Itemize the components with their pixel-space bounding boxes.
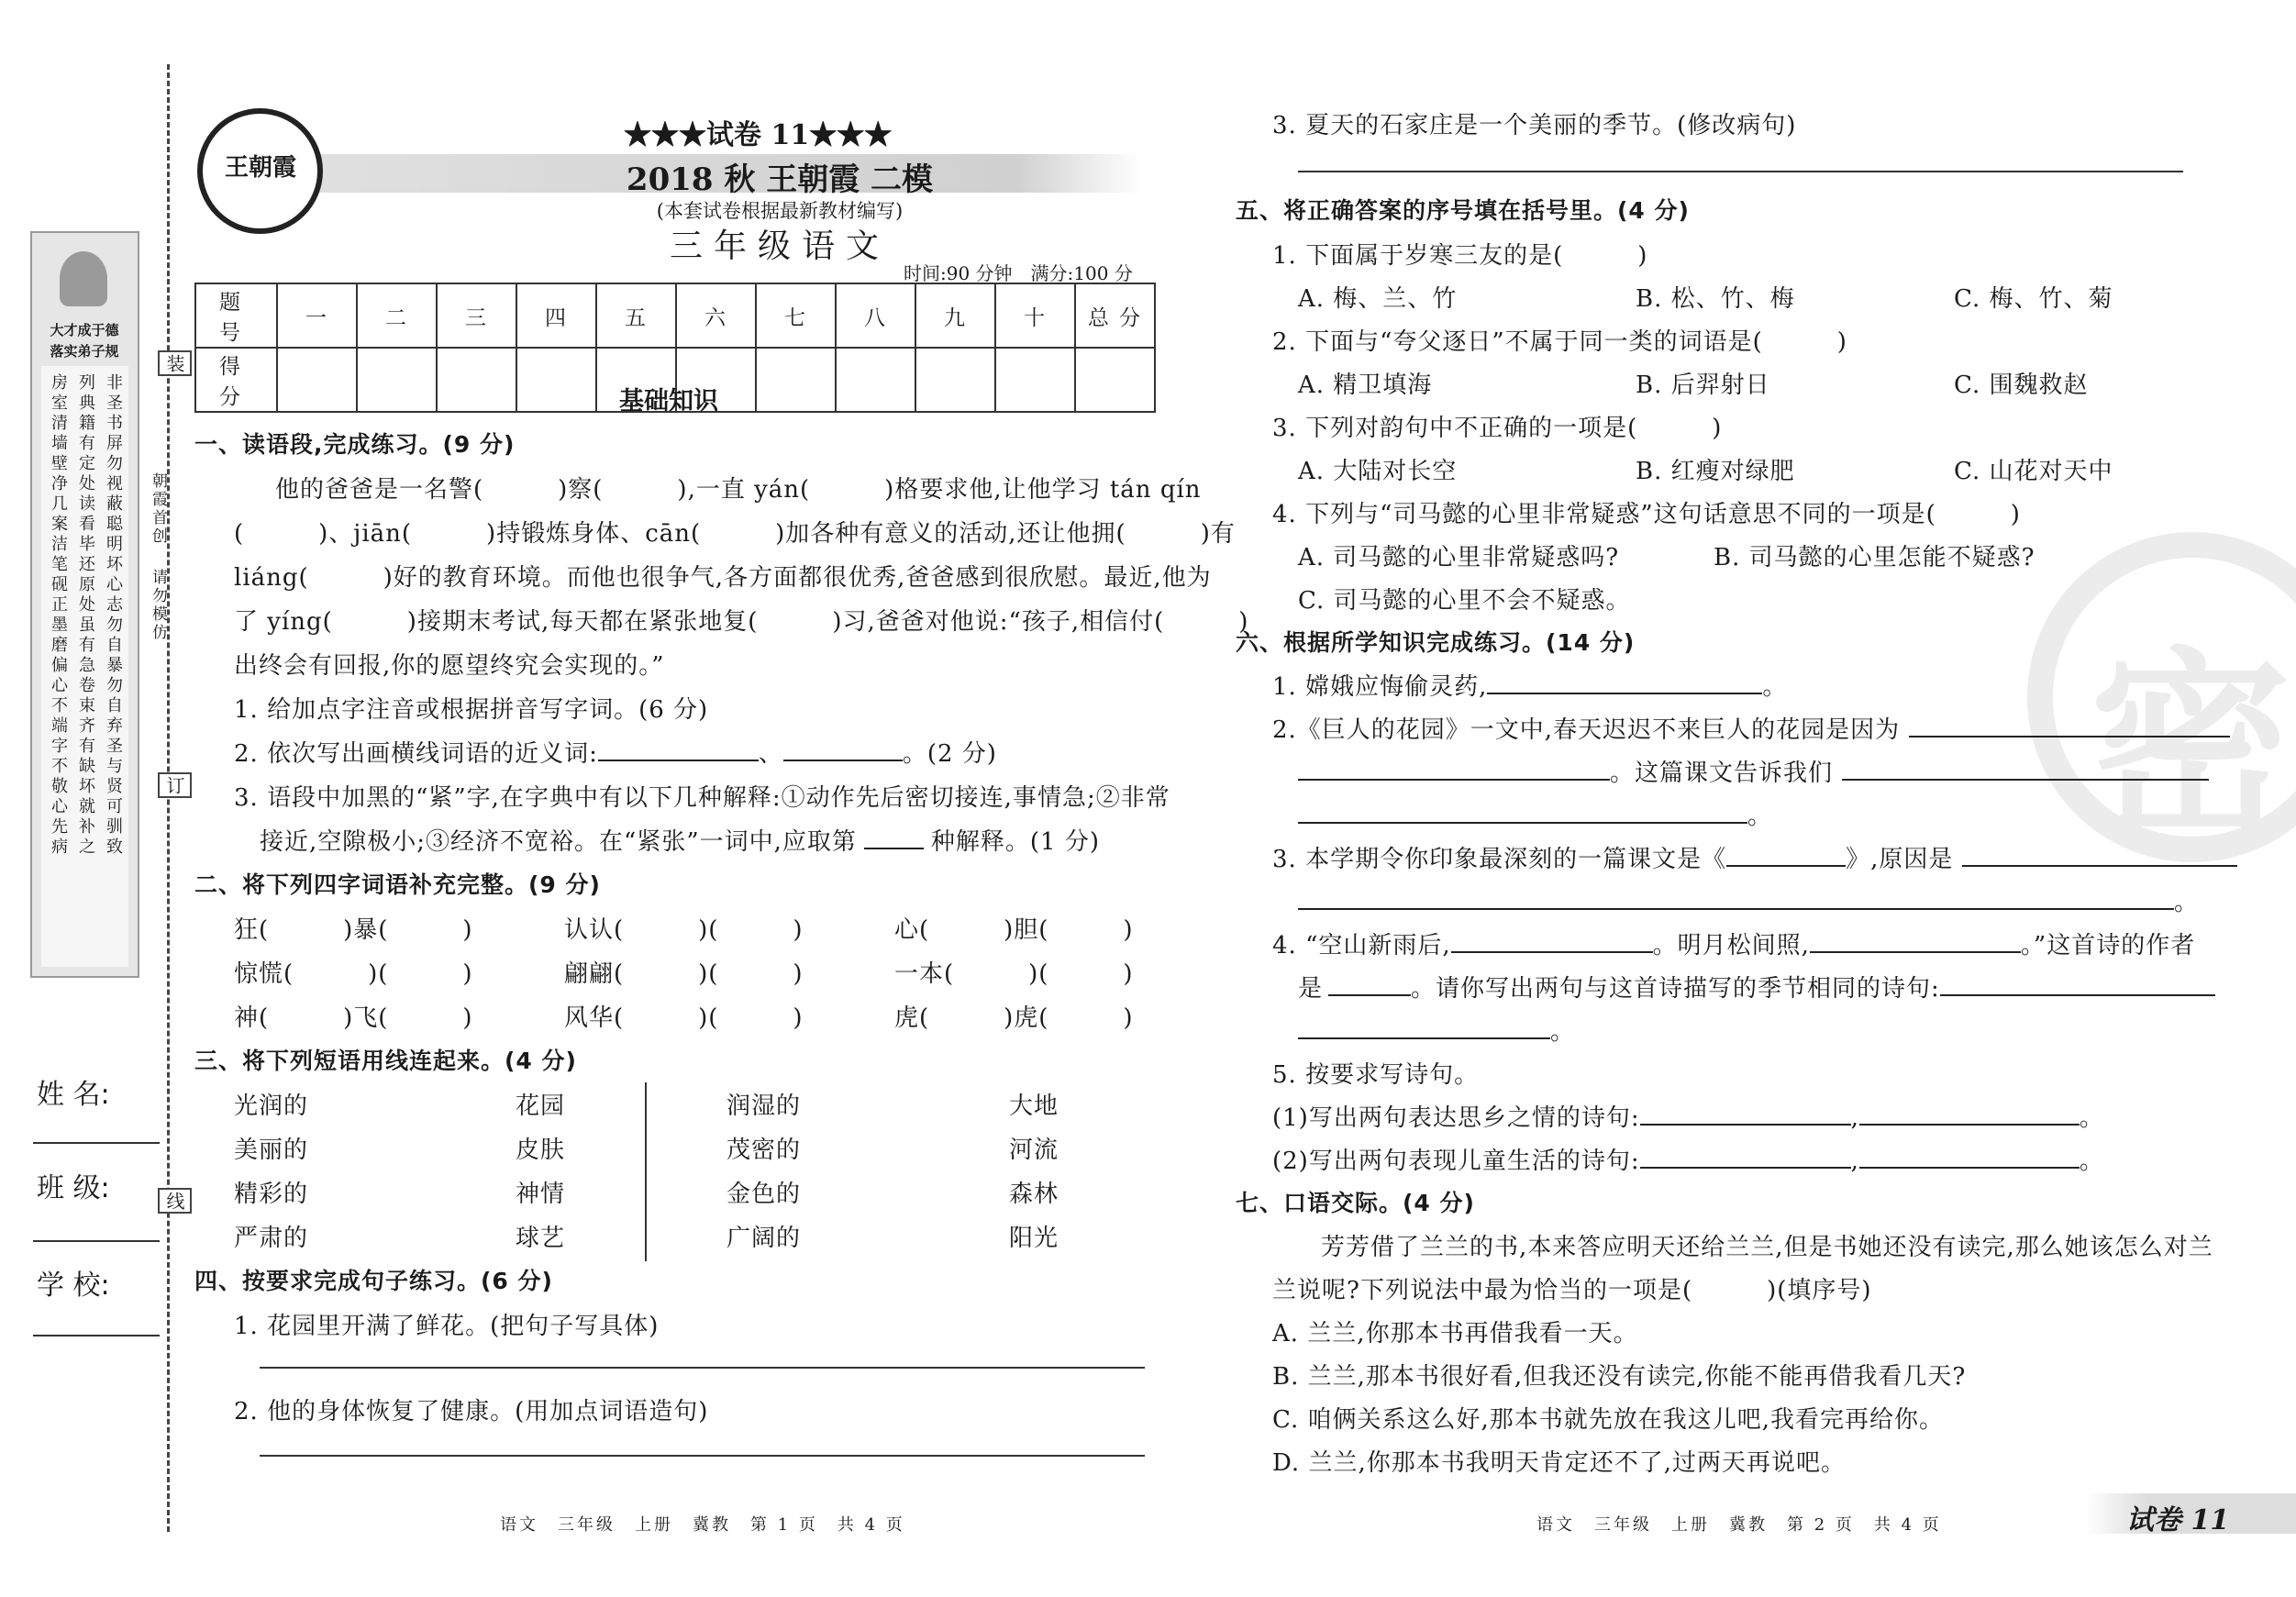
motto-column-2: 列典籍有定处读看毕还原处虽有急卷束齐有缺坏就补之 <box>76 373 95 858</box>
q3-divider <box>645 1082 647 1261</box>
q4-item2: 2. 他的身体恢复了健康。(用加点词语造句) <box>234 1398 709 1425</box>
exam-stars-title: ★★★试卷 11★★★ <box>624 119 893 151</box>
q1-sub3-blank[interactable] <box>864 824 924 849</box>
q1-title: 一、读语段,完成练习。(9 分) <box>194 431 516 458</box>
q1-sub2-sep: 、 <box>758 740 783 768</box>
score-row-label: 得 分 <box>195 348 277 412</box>
q6-item5a-blank-2[interactable] <box>1859 1100 2080 1126</box>
q6-comma: , <box>1850 1148 1859 1175</box>
brand-logo <box>197 108 323 234</box>
binding-dashed-line <box>167 64 170 1532</box>
q6-item4-blank-3[interactable] <box>1328 970 1411 996</box>
q7-option[interactable]: D. 兰兰,你那本书我明天肯定还不了,过两天再说吧。 <box>1272 1449 1846 1477</box>
q5-option[interactable]: C. 梅、竹、菊 <box>1954 285 2113 313</box>
watermark-glyph: 密 <box>2090 627 2292 865</box>
q1-passage-line: 他的爸爸是一名警( )察( ),一直 yán( )格要求他,让他学习 tán qín <box>275 476 1202 504</box>
q3-word[interactable]: 茂密的 <box>727 1137 802 1164</box>
q6-item2-end <box>1298 797 1772 831</box>
q6-item3-text-2: 》,原因是 <box>1846 846 1954 873</box>
q4-answer-line-1[interactable] <box>260 1367 1145 1369</box>
class-label: 班 级: <box>37 1172 110 1204</box>
q6-item4-text-3: 。”这首诗的作者 <box>2020 932 2196 959</box>
q6-item4-blank-4[interactable] <box>1940 970 2215 996</box>
q2-title: 二、将下列四字词语补充完整。(9 分) <box>194 871 601 898</box>
q6-comma: , <box>1850 1104 1859 1132</box>
q6-period: 。 <box>1762 673 1788 701</box>
q6-period: 。 <box>2174 889 2200 916</box>
q3-word[interactable]: 光润的 <box>234 1092 309 1120</box>
score-header-label: 题 号 <box>195 283 277 348</box>
q6-item4-blank-2[interactable] <box>1810 927 2021 953</box>
q6-item2-text: 2.《巨人的花园》一文中,春天迟迟不来巨人的花园是因为 <box>1272 716 1901 744</box>
q1-sub3-line2 <box>260 823 1100 857</box>
q3-word[interactable]: 花园 <box>516 1092 566 1120</box>
q6-item5a <box>1272 1099 2104 1133</box>
q6-item5: 5. 按要求写诗句。 <box>1272 1061 1480 1089</box>
q6-item4 <box>1272 926 2195 960</box>
q7-passage-line: 芳芳借了兰兰的书,本来答应明天还给兰兰,但是书她还没有读完,那么她该怎么对兰 <box>1321 1234 2213 1261</box>
score-input-cell[interactable] <box>1075 348 1155 412</box>
q7-option[interactable]: B. 兰兰,那本书很好看,但我还没有读完,你能不能再借我看几天? <box>1272 1363 1967 1391</box>
q3-word[interactable]: 球艺 <box>516 1225 566 1252</box>
q2-idiom[interactable]: 风华( )( ) <box>564 1004 804 1032</box>
q5-option[interactable]: B. 红瘦对绿肥 <box>1636 458 1795 485</box>
page-footer-right: 语文 三年级 上册 冀教 第 2 页 共 4 页 <box>1536 1515 1942 1535</box>
q6-item4-blank-1[interactable] <box>1451 927 1653 953</box>
q6-item3-blank-1[interactable] <box>1726 841 1846 867</box>
q1-passage-line: liáng( )好的教育环境。而他也很争气,各方面都很优秀,爸爸感到很欣慰。最近,他为 <box>234 564 1212 592</box>
school-label: 学 校: <box>37 1270 110 1302</box>
q3-word[interactable]: 广阔的 <box>727 1225 802 1252</box>
q6-item5b-blank-2[interactable] <box>1859 1143 2080 1169</box>
confidential-watermark <box>2027 532 2296 865</box>
q5-option[interactable]: B. 司马懿的心里怎能不疑惑? <box>1714 544 2035 571</box>
q1-passage-line: 了 yíng( )接期末考试,每天都在紧张地复( )习,爸爸对他说:“孩子,相信付( ) <box>234 608 1249 636</box>
score-header-cell: 三 <box>437 283 516 348</box>
score-header-cell: 七 <box>756 283 836 348</box>
q1-sub1: 1. 给加点字注音或根据拼音写字词。(6 分) <box>234 696 709 724</box>
q5-question: 2. 下面与“夸父逐日”不属于同一类的词语是( ) <box>1272 328 1847 356</box>
exam-subtitle: (本套试卷根据最新教材编写) <box>656 200 904 222</box>
class-field[interactable] <box>33 1240 160 1242</box>
score-header-cell: 一 <box>277 283 357 348</box>
score-header-cell: 九 <box>915 283 995 348</box>
q6-item4-text-2: 。明月松间照, <box>1652 932 1810 959</box>
q4-item1: 1. 花园里开满了鲜花。(把句子写具体) <box>234 1313 660 1340</box>
q1-sub2-blank-2[interactable] <box>783 736 903 761</box>
q5-question: 1. 下面属于岁寒三友的是( ) <box>1272 242 1648 270</box>
q3-word[interactable]: 阳光 <box>1009 1225 1059 1252</box>
section-heading: 基础知识 <box>619 387 718 416</box>
q6-item3-cont <box>1298 883 2199 917</box>
q6-title: 六、根据所学知识完成练习。(14 分) <box>1236 629 1636 656</box>
q2-idiom[interactable]: 心( )胆( ) <box>894 916 1134 944</box>
q6-item4-text-5: 。请你写出两句与这首诗描写的季节相同的诗句: <box>1411 975 1940 1003</box>
q6-item1-text: 1. 嫦娥应悔偷灵药, <box>1272 673 1488 701</box>
name-label: 姓 名: <box>37 1079 110 1111</box>
q6-item5a-text: (1)写出两句表达思乡之情的诗句: <box>1272 1104 1640 1132</box>
q3-word[interactable]: 神情 <box>516 1181 566 1208</box>
q4-title: 四、按要求完成句子练习。(6 分) <box>194 1268 553 1294</box>
page-footer-left: 语文 三年级 上册 冀教 第 1 页 共 4 页 <box>500 1515 905 1535</box>
q6-item5b-blank-1[interactable] <box>1640 1143 1851 1169</box>
q6-item2-text-2: 。这篇课文告诉我们 <box>1610 760 1834 787</box>
score-input-cell[interactable] <box>995 348 1075 412</box>
q1-sub3-line1: 3. 语段中加黑的“紧”字,在字典中有以下几种解释:①动作先后密切接连,事情急;②非常 <box>234 784 1170 812</box>
score-input-cell[interactable] <box>437 348 516 412</box>
q3-word[interactable]: 皮肤 <box>516 1137 566 1164</box>
q4-answer-line-3[interactable] <box>1298 171 2183 172</box>
q1-sub3-end: 种解释。(1 分) <box>930 828 1100 856</box>
binding-mark-1: 装 <box>158 350 192 376</box>
q5-option[interactable]: B. 后羿射日 <box>1636 372 1770 399</box>
q6-item2-cont <box>1298 754 2209 788</box>
q2-idiom[interactable]: 神( )飞( ) <box>234 1004 473 1032</box>
q6-item1 <box>1272 668 1787 702</box>
q6-item4-cont <box>1298 970 2215 1004</box>
q5-option[interactable]: A. 精卫填海 <box>1298 372 1433 399</box>
exam-badge <box>2085 1493 2296 1534</box>
q6-item3 <box>1272 840 2237 874</box>
q6-item4-text: 4. “空山新雨后, <box>1272 932 1451 959</box>
q3-word[interactable]: 润湿的 <box>727 1092 802 1120</box>
q5-question: 3. 下列对韵句中不正确的一项是( ) <box>1272 415 1723 442</box>
q6-period: 。 <box>1550 1018 1576 1046</box>
q4-answer-line-2[interactable] <box>260 1455 1145 1457</box>
q6-item4-blank-5[interactable] <box>1298 1014 1550 1039</box>
q5-option[interactable]: A. 大陆对长空 <box>1298 458 1458 485</box>
exam-title: 2018 秋 王朝霞 二模 <box>626 161 934 198</box>
q6-item3-blank-3[interactable] <box>1298 884 2174 910</box>
motto-columns <box>41 366 128 967</box>
q3-word[interactable]: 美丽的 <box>234 1137 309 1164</box>
score-header-cell: 二 <box>357 283 437 348</box>
score-input-cell[interactable] <box>277 348 357 412</box>
school-field[interactable] <box>33 1335 160 1336</box>
binding-note-1: 朝霞首创 <box>149 472 167 546</box>
q6-item3-blank-2[interactable] <box>1962 841 2237 867</box>
q1-sub2 <box>234 735 997 769</box>
score-header-cell: 六 <box>676 283 756 348</box>
q3-word[interactable]: 大地 <box>1009 1092 1059 1120</box>
score-header-cell: 八 <box>836 283 915 348</box>
score-input-cell[interactable] <box>915 348 995 412</box>
time-score: 时间:90 分钟 满分:100 分 <box>904 262 1133 284</box>
motto-column-3: 房室清墙壁净几案洁笔砚正墨磨偏心不端字不敬心先病 <box>49 373 68 858</box>
q6-period: 。 <box>2079 1104 2104 1132</box>
q7-title: 七、口语交际。(4 分) <box>1236 1190 1475 1216</box>
q1-sub2-text: 2. 依次写出画横线词语的近义词: <box>234 740 598 768</box>
q6-period: 。 <box>1747 803 1773 830</box>
q6-item5b <box>1272 1142 2104 1176</box>
q2-idiom[interactable]: 惊慌( )( ) <box>234 960 473 988</box>
q2-idiom[interactable]: 认认( )( ) <box>564 916 804 944</box>
binding-note-2: 请勿模仿 <box>149 569 167 642</box>
q6-item2-blank-4[interactable] <box>1298 798 1747 824</box>
score-header-cell: 四 <box>516 283 596 348</box>
motto-sidebar <box>30 231 139 978</box>
q6-item4-text-4: 是 <box>1298 975 1324 1003</box>
score-header-total: 总 分 <box>1075 283 1155 348</box>
q5-title: 五、将正确答案的序号填在括号里。(4 分) <box>1236 197 1690 224</box>
q6-item1-blank[interactable] <box>1487 669 1762 694</box>
q6-item2-blank-2[interactable] <box>1298 755 1610 781</box>
q5-option[interactable]: B. 松、竹、梅 <box>1636 285 1795 313</box>
q2-idiom[interactable]: 翩翩( )( ) <box>564 960 804 988</box>
binding-mark-3: 线 <box>158 1188 192 1214</box>
q6-period: 。 <box>2079 1148 2104 1175</box>
q6-item2-blank-1[interactable] <box>1909 712 2230 738</box>
q3-word[interactable]: 河流 <box>1009 1137 1059 1164</box>
motto-line-2: 落实弟子规 <box>50 343 119 360</box>
motto-line-1: 大才成于德 <box>50 322 119 338</box>
q7-option[interactable]: C. 咱俩关系这么好,那本书就先放在我这儿吧,我看完再给你。 <box>1272 1406 1945 1434</box>
q3-word[interactable]: 金色的 <box>727 1181 802 1208</box>
q5-option[interactable]: C. 山花对天中 <box>1954 458 2113 485</box>
score-input-cell[interactable] <box>357 348 437 412</box>
q5-option[interactable]: A. 司马懿的心里非常疑惑吗? <box>1298 544 1620 571</box>
q3-word[interactable]: 严肃的 <box>234 1225 309 1252</box>
q5-option[interactable]: C. 围魏救赵 <box>1954 372 2089 399</box>
grade-subject: 三年级语文 <box>669 227 890 265</box>
q5-option[interactable]: C. 司马懿的心里不会不疑惑。 <box>1298 587 1631 615</box>
q2-idiom[interactable]: 狂( )暴( ) <box>234 916 473 944</box>
score-input-cell[interactable] <box>516 348 596 412</box>
brand-logo-text: 王朝霞 <box>224 154 296 182</box>
exam-badge-label: 试卷 11 <box>2126 1504 2230 1536</box>
q3-word[interactable]: 森林 <box>1009 1181 1059 1208</box>
q1-sub2-end: 。(2 分) <box>902 740 997 768</box>
q1-sub3-text: 接近,空隙极小;③经济不宽裕。在“紧张”一词中,应取第 <box>260 828 857 856</box>
q6-item2-blank-3[interactable] <box>1842 755 2209 781</box>
score-input-cell[interactable] <box>756 348 836 412</box>
q7-option[interactable]: A. 兰兰,你那本书再借我看一天。 <box>1272 1320 1638 1347</box>
motto-column-1: 非圣书屏勿视蔽聪明坏心志勿自暴勿自弃圣与贤可驯致 <box>104 373 123 858</box>
score-input-cell[interactable] <box>836 348 915 412</box>
score-header-cell: 五 <box>596 283 676 348</box>
q6-item2 <box>1272 711 2230 745</box>
q3-word[interactable]: 精彩的 <box>234 1181 309 1208</box>
q6-item5b-text: (2)写出两句表现儿童生活的诗句: <box>1272 1148 1640 1175</box>
q3-title: 三、将下列短语用线连起来。(4 分) <box>194 1048 577 1074</box>
score-header-cell: 十 <box>995 283 1075 348</box>
q6-item4-end <box>1298 1013 1575 1047</box>
q6-item5a-blank-1[interactable] <box>1640 1100 1851 1126</box>
q1-sub2-blank-1[interactable] <box>598 736 759 761</box>
name-field[interactable] <box>33 1142 160 1144</box>
q5-question: 4. 下列与“司马懿的心里非常疑惑”这句话意思不同的一项是( ) <box>1272 501 2021 528</box>
q2-idiom[interactable]: 虎( )虎( ) <box>894 1004 1134 1032</box>
q2-idiom[interactable]: 一本( )( ) <box>894 960 1134 988</box>
q1-passage-line: 出终会有回报,你的愿望终究会实现的。” <box>234 652 665 680</box>
q1-passage-line: ( )、jiān( )持锻炼身体、cān( )加各种有意义的活动,还让他拥( )有 <box>234 520 1236 548</box>
scholar-figure <box>60 251 107 306</box>
q6-item3-text: 3. 本学期令你印象最深刻的一篇课文是《 <box>1272 846 1727 873</box>
q7-passage-line: 兰说呢?下列说法中最为恰当的一项是( )(填序号) <box>1272 1277 1872 1304</box>
q5-option[interactable]: A. 梅、兰、竹 <box>1298 285 1458 313</box>
q4-item3: 3. 夏天的石家庄是一个美丽的季节。(修改病句) <box>1272 112 1797 139</box>
binding-mark-2: 订 <box>158 772 192 798</box>
